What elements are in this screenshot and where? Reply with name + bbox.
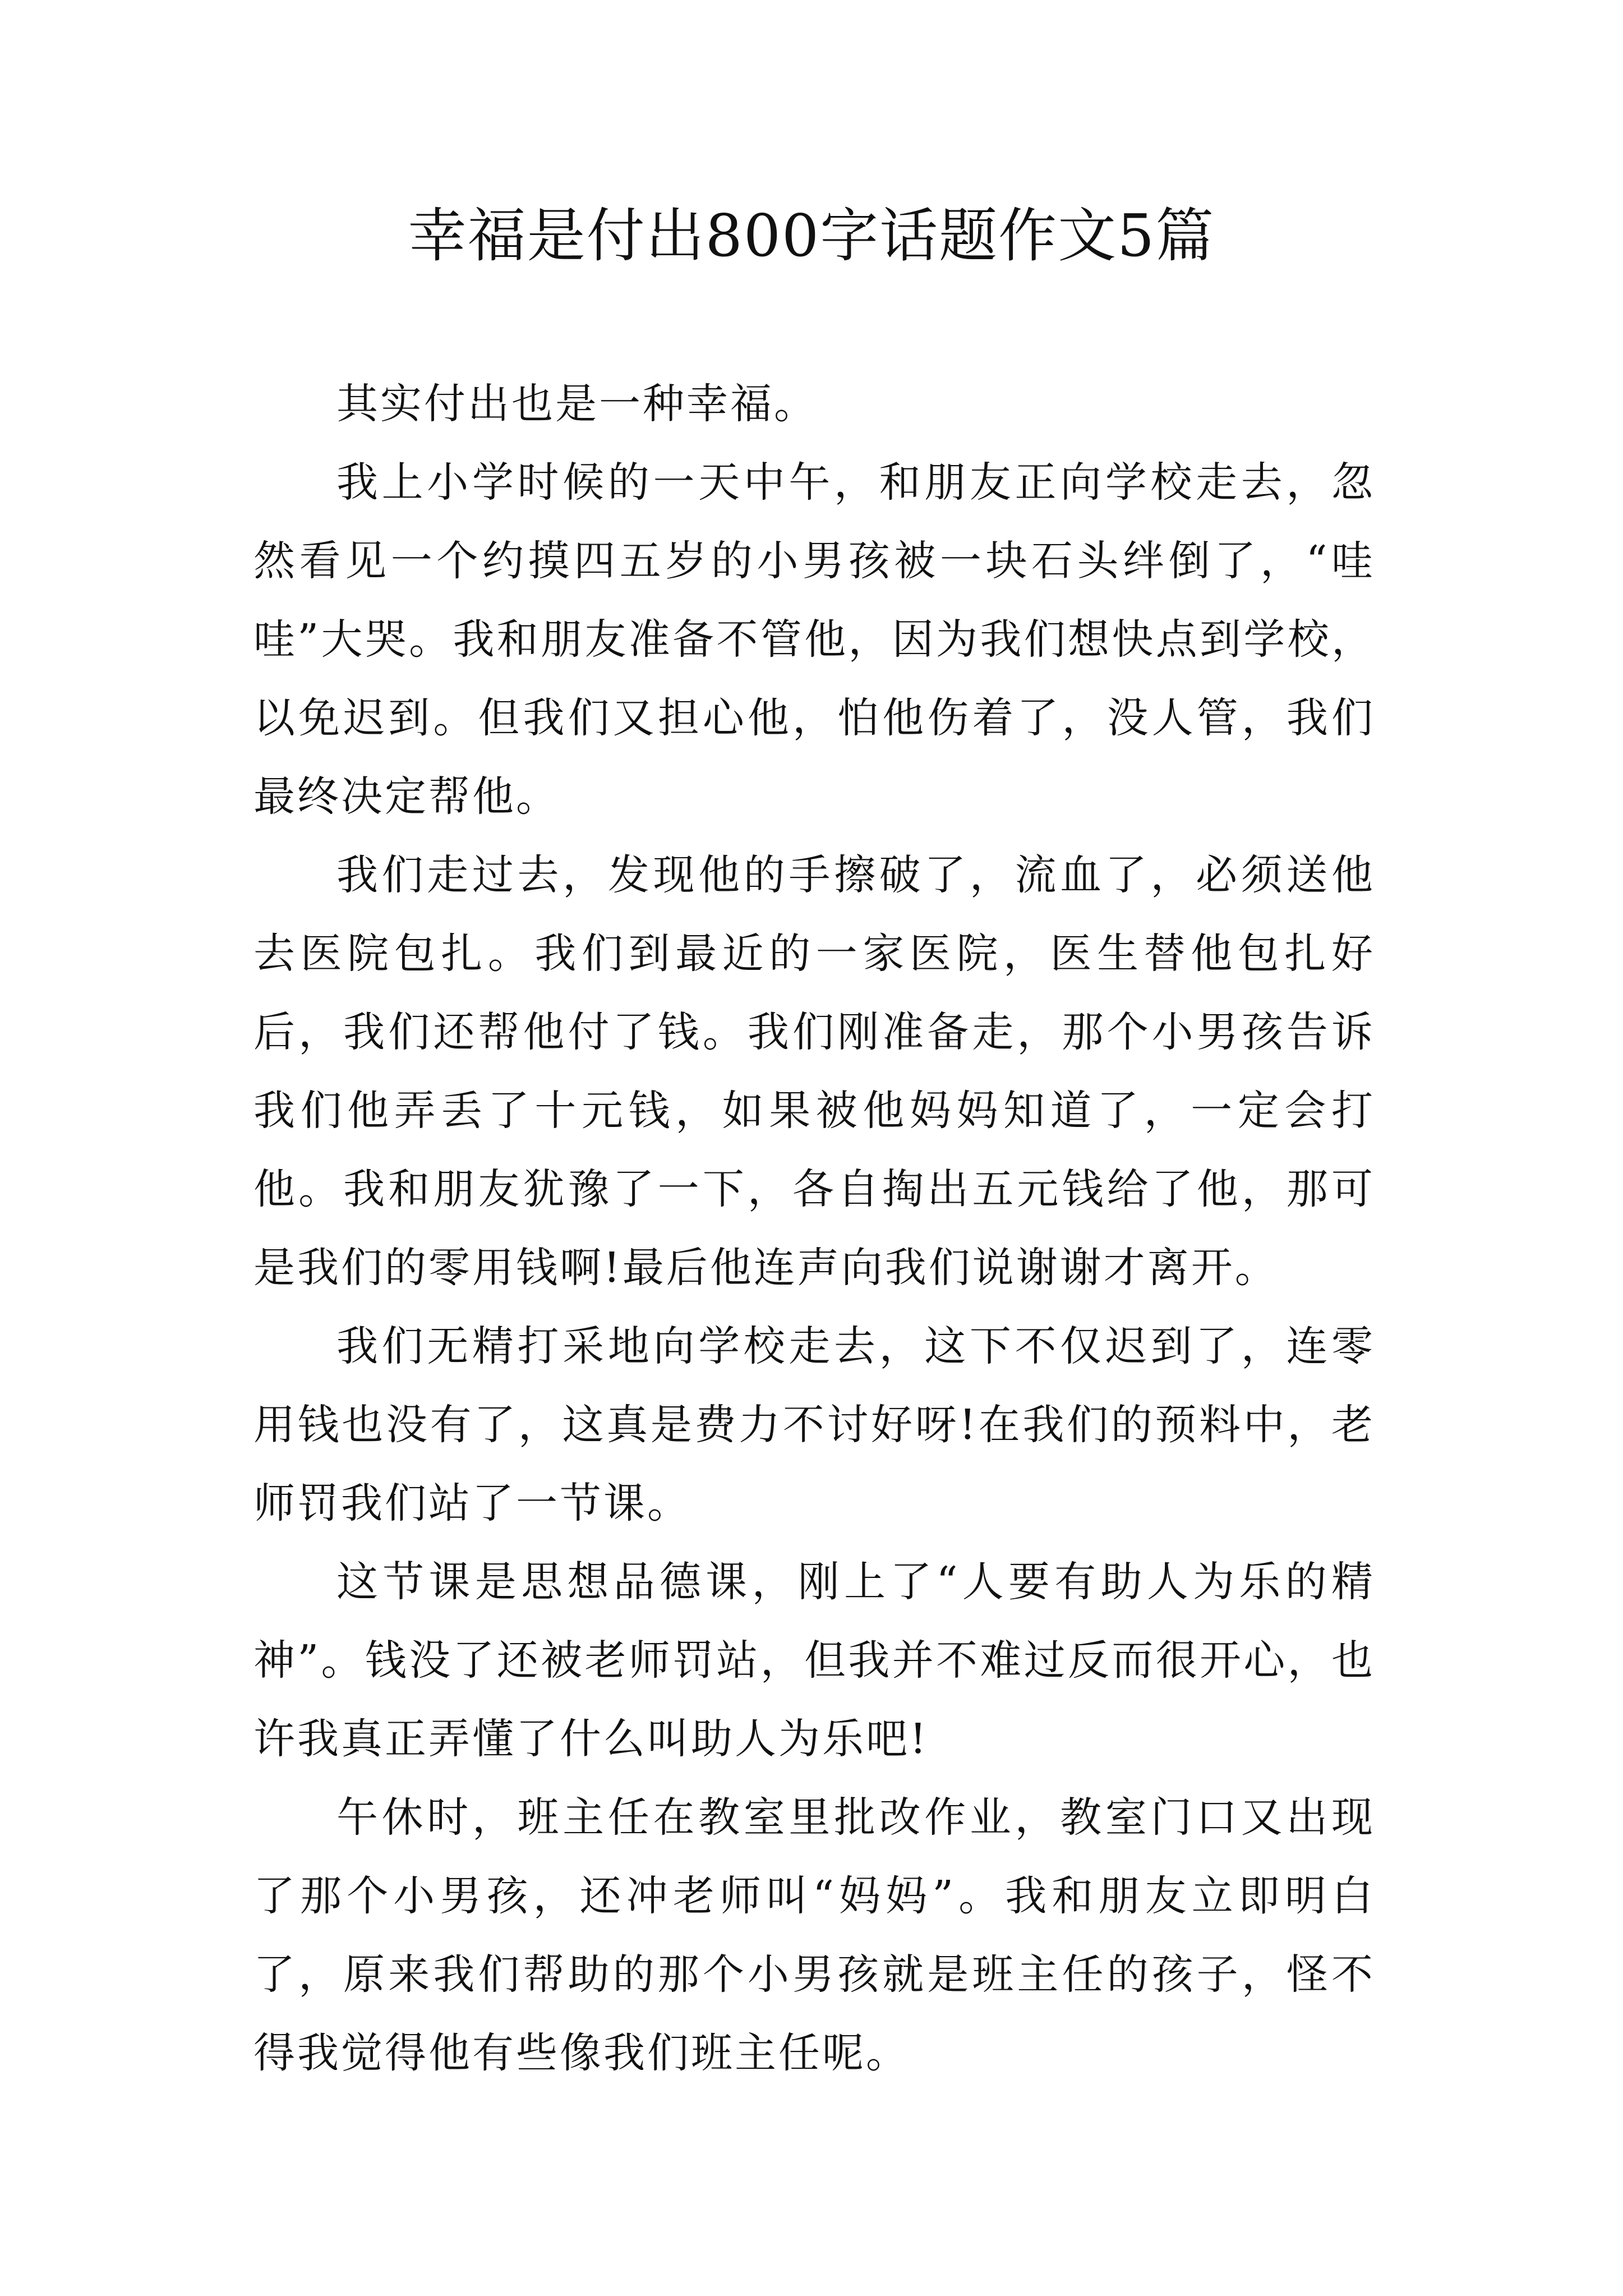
paragraph-2: 我上小学时候的一天中午，和朋友正向学校走去，忽然看见一个约摸四五岁的小男孩被一块石头绊倒了，“哇哇”大哭。我和朋友准备不管他，因为我们想快点到学校，以免迟到。但我们又担心他，怕他伤着了，没人管，我们最终决定帮他。: [253, 458, 1375, 821]
paragraph-1: 其实付出也是一种幸福。: [336, 380, 818, 428]
document-title: 幸福是付出800字话题作文5篇: [408, 201, 1215, 270]
paragraph-4: 我们无精打采地向学校走去，这下不仅迟到了，连零用钱也没有了，这真是费力不讨好呀!在我们的预料中，老师罚我们站了一节课。: [253, 1322, 1375, 1527]
document-body: [253, 365, 1375, 2092]
paragraph-3: 我们走过去，发现他的手擦破了，流血了，必须送他去医院包扎。我们到最近的一家医院，医生替他包扎好后，我们还帮他付了钱。我们刚准备走，那个小男孩告诉我们他弄丢了十元钱，如果被他妈妈知道了，一定会打他。我和朋友犹豫了一下，各自掏出五元钱给了他，那可是我们的零用钱啊!最后他连声向我们说谢谢才离开。: [253, 851, 1375, 1292]
paragraph-6: 午休时，班主任在教室里批改作业，教室门口又出现了那个小男孩，还冲老师叫“妈妈”。我和朋友立即明白了，原来我们帮助的那个小男孩就是班主任的孩子，怪不得我觉得他有些像我们班主任呢。: [253, 1793, 1375, 2077]
paragraph-5: 这节课是思想品德课，刚上了“人要有助人为乐的精神”。钱没了还被老师罚站，但我并不难过反而很开心，也许我真正弄懂了什么叫助人为乐吧!: [253, 1558, 1375, 1763]
